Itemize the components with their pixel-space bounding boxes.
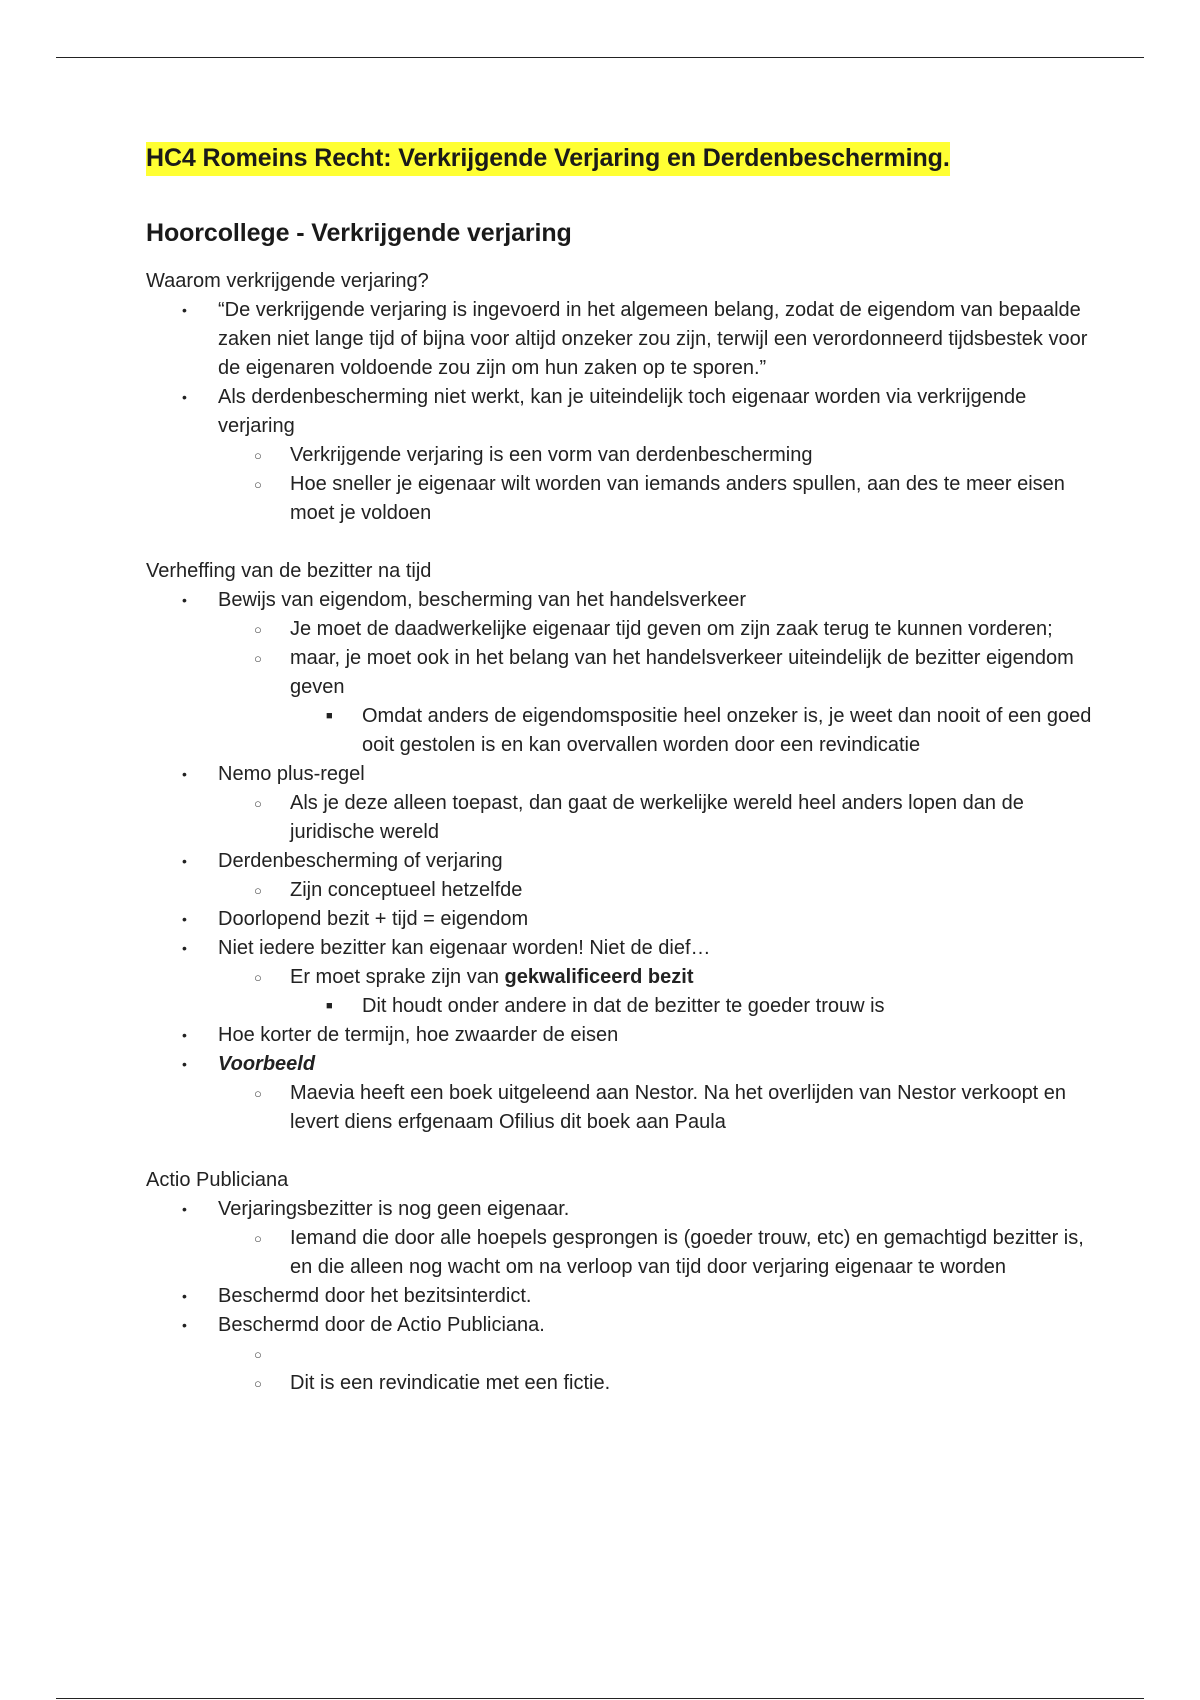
bullet-circle-icon: ○ bbox=[254, 651, 262, 666]
bullet-circle-icon: ○ bbox=[254, 622, 262, 637]
list-item-text: Verkrijgende verjaring is een vorm van derdenbescherming bbox=[290, 444, 813, 466]
bullet-circle-icon: ○ bbox=[254, 1231, 262, 1246]
list-item-text: Zijn conceptueel hetzelfde bbox=[290, 879, 523, 901]
bullet-disc-icon: • bbox=[182, 911, 187, 927]
list-item-text: Verjaringsbezitter is nog geen eigenaar. bbox=[218, 1198, 570, 1220]
list-item bbox=[146, 1021, 1096, 1050]
sub-sub-list bbox=[290, 992, 1096, 1021]
list-item bbox=[146, 1311, 1096, 1398]
bullet-disc-icon: • bbox=[182, 1027, 187, 1043]
list-item bbox=[218, 963, 1096, 1021]
bullet-circle-icon: ○ bbox=[254, 448, 262, 463]
list-item bbox=[146, 1195, 1096, 1282]
bullet-disc-icon: • bbox=[182, 389, 187, 405]
list-item bbox=[218, 1224, 1096, 1282]
list-item bbox=[218, 876, 1096, 905]
bullet-circle-icon: ○ bbox=[254, 1376, 262, 1391]
top-rule bbox=[56, 57, 1144, 58]
list-item-text: Hoe sneller je eigenaar wilt worden van iemands anders spullen, aan des te meer eisen moet je voldoen bbox=[290, 473, 1065, 524]
example-label: Voorbeeld bbox=[218, 1053, 316, 1075]
sub-list bbox=[218, 1340, 1096, 1398]
bullet-circle-icon: ○ bbox=[254, 970, 262, 985]
list-item-text: Nemo plus-regel bbox=[218, 763, 365, 785]
sub-list bbox=[218, 963, 1096, 1021]
list-item bbox=[218, 1369, 1096, 1398]
list-item bbox=[290, 992, 1096, 1021]
section-heading-verheffing: Verheffing van de bezitter na tijd bbox=[146, 560, 432, 582]
document-body bbox=[146, 142, 1096, 1398]
bullet-list-actio bbox=[146, 1195, 1096, 1398]
bullet-list-verheffing bbox=[146, 586, 1096, 1137]
section-heading-actio: Actio Publiciana bbox=[146, 1169, 289, 1191]
bullet-circle-icon: ○ bbox=[254, 883, 262, 898]
list-item bbox=[146, 934, 1096, 1021]
bullet-circle-icon: ○ bbox=[254, 1347, 262, 1362]
list-item bbox=[146, 1282, 1096, 1311]
bottom-rule bbox=[56, 1698, 1144, 1699]
list-item bbox=[218, 441, 1096, 470]
sub-sub-list bbox=[290, 702, 1096, 760]
list-item-text: Omdat anders de eigendomspositie heel onzeker is, je weet dan nooit of een goed ooit gestolen is en kan overvallen worden door een revindicatie bbox=[362, 705, 1092, 756]
bullet-square-icon: ■ bbox=[326, 1000, 333, 1012]
list-item bbox=[218, 470, 1096, 528]
document-title: HC4 Romeins Recht: Verkrijgende Verjaring en Derdenbescherming. bbox=[146, 142, 950, 176]
list-item bbox=[290, 702, 1096, 760]
sub-list bbox=[218, 441, 1096, 528]
bullet-disc-icon: • bbox=[182, 1201, 187, 1217]
list-item-text: Beschermd door het bezitsinterdict. bbox=[218, 1285, 532, 1307]
list-item-text: Beschermd door de Actio Publiciana. bbox=[218, 1314, 545, 1336]
bullet-disc-icon: • bbox=[182, 853, 187, 869]
bullet-list-waarom bbox=[146, 296, 1096, 528]
sub-list bbox=[218, 789, 1096, 847]
lecture-subtitle: Hoorcollege - Verkrijgende verjaring bbox=[146, 219, 572, 247]
list-item bbox=[218, 789, 1096, 847]
bullet-disc-icon: • bbox=[182, 940, 187, 956]
list-item bbox=[218, 644, 1096, 760]
list-item bbox=[146, 296, 1096, 383]
list-item-text: Bewijs van eigendom, bescherming van het handelsverkeer bbox=[218, 589, 747, 611]
bullet-disc-icon: • bbox=[182, 592, 187, 608]
list-item-text: maar, je moet ook in het belang van het handelsverkeer uiteindelijk de bezitter eigendom geven bbox=[290, 647, 1074, 698]
list-item bbox=[146, 383, 1096, 528]
list-item-text: Derdenbescherming of verjaring bbox=[218, 850, 503, 872]
bullet-disc-icon: • bbox=[182, 1317, 187, 1333]
list-item-text: “De verkrijgende verjaring is ingevoerd in het algemeen belang, zodat de eigendom van bepaalde zaken niet lange tijd of bijna voor altijd onzeker zou zijn, terwijl een verordonneerd tijdsbestek voor de eigenaren voldoende zou zijn om hun zaken op te sporen.” bbox=[218, 299, 1088, 379]
sub-list bbox=[218, 876, 1096, 905]
emphasized-term: gekwalificeerd bezit bbox=[504, 966, 694, 988]
list-item-text: Hoe korter de termijn, hoe zwaarder de eisen bbox=[218, 1024, 619, 1046]
list-item-text: Niet iedere bezitter kan eigenaar worden! Niet de dief… bbox=[218, 937, 711, 959]
list-item bbox=[218, 1079, 1096, 1137]
list-item bbox=[146, 586, 1096, 760]
bullet-disc-icon: • bbox=[182, 766, 187, 782]
sub-list bbox=[218, 615, 1096, 760]
list-item-text: Iemand die door alle hoepels gesprongen is (goeder trouw, etc) en gemachtigd bezitter is, en die alleen nog wacht om na verloop van tijd door verjaring eigenaar te worden bbox=[290, 1227, 1084, 1278]
bullet-disc-icon: • bbox=[182, 302, 187, 318]
section-heading-waarom: Waarom verkrijgende verjaring? bbox=[146, 270, 429, 292]
list-item-empty bbox=[218, 1340, 1096, 1369]
list-item-text: Doorlopend bezit + tijd = eigendom bbox=[218, 908, 529, 930]
list-item bbox=[218, 615, 1096, 644]
bullet-disc-icon: • bbox=[182, 1056, 187, 1072]
list-item bbox=[146, 760, 1096, 847]
list-item-text: Er moet sprake zijn van bbox=[290, 966, 505, 988]
list-item bbox=[146, 905, 1096, 934]
bullet-circle-icon: ○ bbox=[254, 796, 262, 811]
list-item-text: Dit is een revindicatie met een fictie. bbox=[290, 1372, 611, 1394]
sub-list bbox=[218, 1224, 1096, 1282]
list-item-text: Als je deze alleen toepast, dan gaat de werkelijke wereld heel anders lopen dan de juridische wereld bbox=[290, 792, 1024, 843]
list-item-text: Dit houdt onder andere in dat de bezitter te goeder trouw is bbox=[362, 995, 885, 1017]
bullet-circle-icon: ○ bbox=[254, 477, 262, 492]
list-item-text: Als derdenbescherming niet werkt, kan je uiteindelijk toch eigenaar worden via verkrijgende verjaring bbox=[218, 386, 1027, 437]
bullet-circle-icon: ○ bbox=[254, 1086, 262, 1101]
list-item bbox=[146, 1050, 1096, 1137]
list-item-text: Maevia heeft een boek uitgeleend aan Nestor. Na het overlijden van Nestor verkoopt en levert diens erfgenaam Ofilius dit boek aan Paula bbox=[290, 1082, 1067, 1133]
bullet-disc-icon: • bbox=[182, 1288, 187, 1304]
sub-list bbox=[218, 1079, 1096, 1137]
bullet-square-icon: ■ bbox=[326, 710, 333, 722]
list-item bbox=[146, 847, 1096, 905]
list-item-text: Je moet de daadwerkelijke eigenaar tijd geven om zijn zaak terug te kunnen vorderen; bbox=[290, 618, 1053, 640]
